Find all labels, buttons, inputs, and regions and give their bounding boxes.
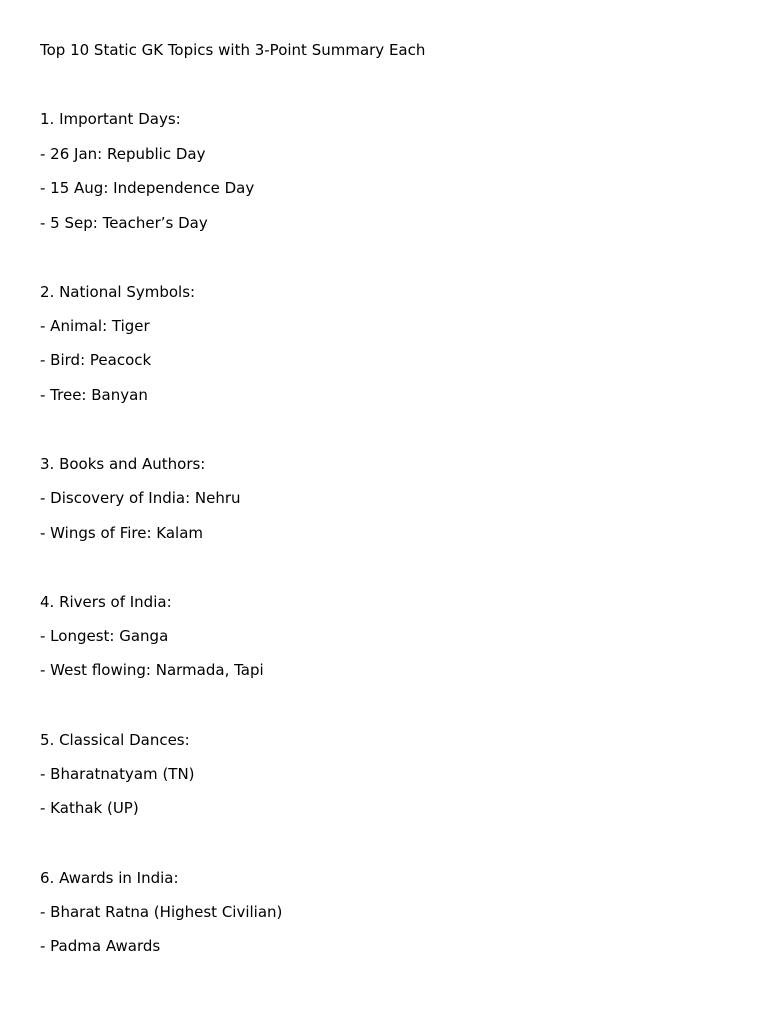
section-heading-important-days: 1. Important Days: [40,110,181,128]
list-item: - Bharat Ratna (Highest Civilian) [40,903,283,921]
list-item: - Animal: Tiger [40,317,150,335]
section-heading-awards: 6. Awards in India: [40,869,179,887]
list-item: - Kathak (UP) [40,799,139,817]
document-title: Top 10 Static GK Topics with 3-Point Summary Each [40,41,426,59]
list-item: - Bird: Peacock [40,351,152,369]
list-item: - 15 Aug: Independence Day [40,179,255,197]
list-item: - West flowing: Narmada, Tapi [40,661,264,679]
list-item: - 5 Sep: Teacher’s Day [40,214,208,232]
list-item: - Discovery of India: Nehru [40,489,241,507]
section-heading-books-authors: 3. Books and Authors: [40,455,206,473]
list-item: - Tree: Banyan [40,386,148,404]
section-heading-classical-dances: 5. Classical Dances: [40,731,190,749]
list-item: - Padma Awards [40,937,161,955]
list-item: - Bharatnatyam (TN) [40,765,195,783]
list-item: - Wings of Fire: Kalam [40,524,204,542]
list-item: - Longest: Ganga [40,627,169,645]
list-item: - 26 Jan: Republic Day [40,145,206,163]
section-heading-national-symbols: 2. National Symbols: [40,283,196,301]
section-heading-rivers: 4. Rivers of India: [40,593,172,611]
